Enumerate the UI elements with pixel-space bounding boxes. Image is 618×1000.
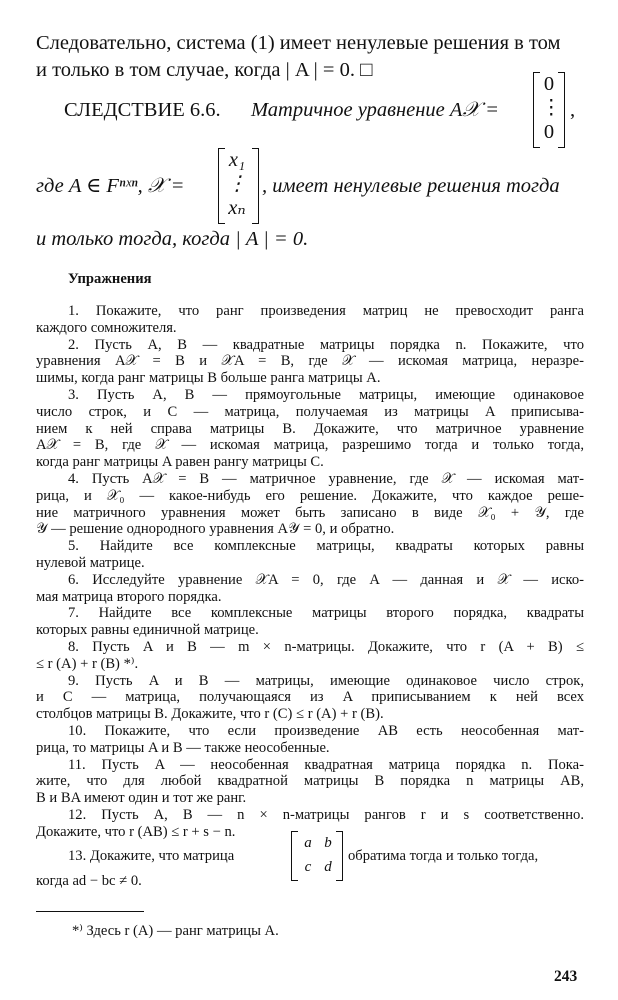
exercise-item (36, 639, 584, 673)
exercise-line: рица, и 𝒳₀ — какое-нибудь его решение. Докажите, что каждое реше- (36, 487, 584, 504)
exercise-line: 2. Пусть A, B — квадратные матрицы порядка n. Покажите, что (68, 336, 584, 353)
vector-entry: x₁ (228, 149, 246, 171)
exercise-line: 10. Покажите, что если произведение AB есть неособенная мат- (68, 722, 584, 739)
exercise-item (36, 471, 584, 538)
vector-entry: ⋮ (541, 97, 562, 119)
exercise-line: 3. Пусть A, B — прямоугольные матрицы, имеющие одинаковое (68, 386, 584, 403)
exercise-line: столбцов матрицы B. Докажите, что r (C) ≤ r (A) + r (B). (36, 706, 384, 723)
exercise-line: 11. Пусть A — неособенная квадратная матрица порядка n. Пока- (68, 756, 584, 773)
matrix-2x2 (297, 831, 339, 879)
exercise-item (36, 303, 584, 337)
exercise-line: уравнения A𝒳 = B и 𝒳A = B, где 𝒳 — искомая матрица, неразре- (36, 353, 584, 370)
exercise-line: 1. Покажите, что ранг произведения матриц не превосходит ранга (68, 303, 584, 319)
exercise-item (36, 757, 584, 807)
exercise-text: когда ad − bc ≠ 0. (36, 873, 142, 889)
exercises-heading: Упражнения (68, 271, 152, 287)
exercises-list (36, 303, 584, 841)
page-number: 243 (554, 968, 578, 985)
exercise-line: A𝒳 = B, где 𝒳 — искомая матрица, разрешимо тогда и только тогда, (36, 437, 584, 454)
exercise-item (36, 673, 584, 723)
exercise-text: обратима тогда и только тогда, (348, 848, 539, 864)
exercise-line: каждого сомножителя. (36, 319, 177, 336)
matrix-entry: c (304, 859, 312, 875)
left-bracket (533, 72, 540, 148)
corollary-text: и только тогда, когда | A | = 0. (36, 228, 309, 250)
exercise-line: 12. Пусть A, B — n × n-матрицы рангов r и s соответственно. (68, 806, 584, 823)
exercise-item (36, 605, 584, 639)
matrix-entry: a (304, 835, 312, 851)
exercise-line: 𝒴 — решение однородного уравнения A𝒴 = 0, и обратно. (36, 521, 395, 538)
exercise-line: 5. Найдите все комплексные матрицы, квадраты которых равны (68, 538, 584, 555)
footnote: *⁾ Здесь r (A) — ранг матрицы A. (72, 923, 279, 939)
vector-entry: xₙ (228, 197, 246, 219)
matrix-entry: b (324, 835, 332, 851)
corollary-text: , имеет ненулевые решения тогда (262, 175, 560, 197)
exercise-item (36, 337, 584, 387)
exercise-line: B и BA имеют один и тот же ранг. (36, 790, 247, 807)
exercise-line: ние матричного уравнения может быть записано в виде 𝒳₀ + 𝒴, где (36, 504, 584, 521)
right-bracket (252, 148, 259, 224)
exercise-line: мая матрица второго порядка. (36, 588, 222, 605)
exercise-line: 9. Пусть A и B — матрицы, имеющие одинаковое число строк, (68, 672, 584, 689)
exercise-line: 4. Пусть A𝒳 = B — матричное уравнение, где 𝒳 — искомая мат- (68, 470, 584, 487)
exercise-item (36, 723, 584, 757)
exercise-line: Докажите, что r (AB) ≤ r + s − n. (36, 823, 236, 840)
exercise-line: нулевой матрице. (36, 554, 145, 571)
exercise-line: 7. Найдите все комплексные матрицы второго порядка, квадраты (68, 605, 584, 622)
text-line: и только в том случае, когда | A | = 0. □ (36, 59, 373, 81)
exercise-item (36, 572, 584, 606)
exercise-line: ≤ r (A) + r (B) *⁾. (36, 655, 139, 672)
right-bracket (336, 831, 343, 881)
comma: , (570, 99, 576, 121)
exercise-line: 8. Пусть A и B — m × n-матрицы. Докажите, что r (A + B) ≤ (68, 638, 584, 655)
exercise-line: когда ранг матрицы A равен рангу матрицы C. (36, 454, 324, 471)
exercise-line: и C — матрица, получающаяся из A приписыванием к ней всех (36, 689, 584, 706)
exercise-line: рица, то матрицы A и B — также неособенные. (36, 739, 330, 756)
corollary-label: СЛЕДСТВИЕ 6.6. (64, 99, 221, 121)
exercise-line: число строк, и C — матрица, получаемая из матрицы A приписыва- (36, 403, 584, 420)
footnote-rule (36, 911, 144, 912)
right-bracket (558, 72, 565, 148)
exercise-line: жите, что для любой квадратной матрицы B порядка n матрицы AB, (36, 773, 584, 790)
exercise-line: шимы, когда ранг матрицы B больше ранга матрицы A. (36, 370, 381, 387)
vector-entry: ⋮ (226, 173, 248, 195)
corollary-where: где A ∈ Fⁿˣⁿ, 𝒳 = (36, 175, 185, 197)
vector-entry: 0 (543, 73, 555, 95)
matrix-entry: d (324, 859, 332, 875)
exercise-line: которых равны единичной матрице. (36, 622, 259, 639)
vector-entry: 0 (543, 121, 555, 143)
text-line: Следовательно, система (1) имеет ненулевые решения в том (36, 32, 561, 54)
exercise-item (36, 538, 584, 572)
exercise-line: 6. Исследуйте уравнение 𝒳A = 0, где A — данная и 𝒳 — иско- (68, 571, 584, 588)
exercise-item (36, 387, 584, 471)
exercise-line: нием к ней справа матрицы B. Докажите, что матричное уравнение (36, 420, 584, 437)
exercise-text: 13. Докажите, что матрица (68, 848, 235, 864)
corollary-text: Матричное уравнение A𝒳 = (251, 99, 500, 121)
